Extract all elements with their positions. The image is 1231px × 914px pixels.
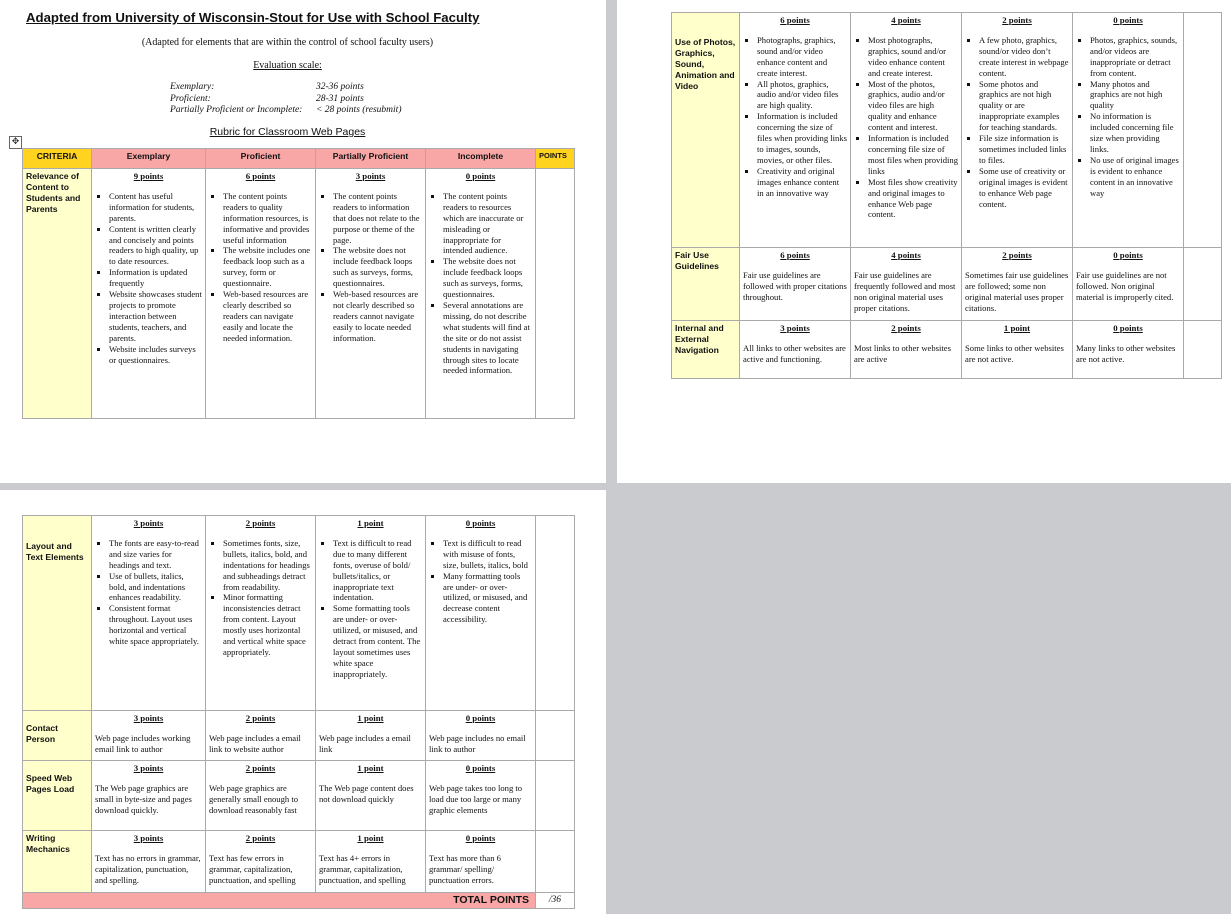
descriptor-list xyxy=(429,538,532,625)
evaluation-scale xyxy=(170,82,402,117)
descriptor-item: ▪ Several annotations are missing, do not describe what students will find at the site or do not assist students in navigating through sites to locate needed information. xyxy=(443,300,532,376)
points-cell[interactable] xyxy=(536,169,575,419)
descriptor: Text has 4+ errors in grammar, capitalization, punctuation, and spelling xyxy=(319,852,406,885)
descriptor-item: ▪ No information is included concerning file size when providing links. xyxy=(1090,111,1180,155)
rubric-table-part-3 xyxy=(22,515,575,909)
cell-proficient xyxy=(206,516,316,711)
descriptor-item: ▪ Some photos and graphics are not high quality or are inappropriate examples for teaching standards. xyxy=(979,79,1069,134)
criteria-navigation: Internal and External Navigation xyxy=(672,321,740,379)
points-label: 0 points xyxy=(1113,250,1143,260)
cell-incomplete xyxy=(426,831,536,893)
descriptor-item: ▪ Content has useful information for students, parents. xyxy=(109,191,202,224)
points-label: 2 points xyxy=(891,323,921,333)
descriptor-item: ▪ No use of original images is evident to enhance content in an innovative way xyxy=(1090,155,1180,199)
descriptor-item: ▪ Many formatting tools are under- or over-utilized, or misused, and decrease content accessibility. xyxy=(443,571,532,626)
points-label: 0 points xyxy=(1113,323,1143,333)
descriptor-item: ▪ Creativity and original images enhance content in an innovative way xyxy=(757,166,847,199)
cell-proficient xyxy=(851,321,962,379)
descriptor: Fair use guidelines are not followed. Non original material is improperly cited. xyxy=(1076,269,1174,302)
total-points-value[interactable]: /36 xyxy=(536,893,575,909)
document-title: Adapted from University of Wisconsin-Stout for Use with School Faculty xyxy=(26,10,480,25)
cell-incomplete xyxy=(1073,321,1184,379)
header-proficient: Proficient xyxy=(206,149,316,169)
descriptor-item: ▪ The website does not include feedback loops such as surveys, forms, questionnaires. xyxy=(333,245,422,289)
points-label: 4 points xyxy=(891,15,921,25)
rubric-row-writing xyxy=(23,831,575,893)
cell-proficient xyxy=(206,711,316,761)
descriptor-item: ▪ All photos, graphics, audio and/or video files are high quality. xyxy=(757,79,847,112)
descriptor: Web page includes a email link to website author xyxy=(209,732,301,754)
descriptor: Web page includes no email link to author xyxy=(429,732,526,754)
scale-range: < 28 points (resubmit) xyxy=(316,105,402,115)
evaluation-scale-label: Evaluation scale: xyxy=(253,60,322,71)
points-label: 1 point xyxy=(1003,323,1031,333)
criteria-relevance: Relevance of Content to Students and Parents xyxy=(23,169,92,419)
points-label: 6 points xyxy=(780,15,810,25)
rubric-row-fair-use xyxy=(672,248,1222,321)
points-cell[interactable] xyxy=(536,831,575,893)
cell-incomplete xyxy=(426,761,536,831)
descriptor-item: ▪ The website does not include feedback loops such as surveys, forms, questionnaires. xyxy=(443,256,532,300)
points-label: 0 points xyxy=(465,833,496,843)
descriptor-item: ▪ Most of the photos, graphics, audio and/or video files are high quality and enhance content and interest. xyxy=(868,79,958,134)
rubric-row-relevance xyxy=(23,169,575,419)
points-cell[interactable] xyxy=(536,761,575,831)
page-3 xyxy=(0,490,606,914)
descriptor-item: ▪ The website includes one feedback loop such as a survey, form or questionnaire. xyxy=(223,245,312,289)
descriptor-item: ▪ Minor formatting inconsistencies detract from content. Layout mostly uses horizontal and vertical white space appropriately. xyxy=(223,592,312,657)
descriptor: Fair use guidelines are followed with proper citations throughout. xyxy=(743,269,847,302)
cell-incomplete xyxy=(426,711,536,761)
points-cell[interactable] xyxy=(536,516,575,711)
descriptor: Web page graphics are generally small enough to download reasonably fast xyxy=(209,782,299,815)
descriptor: Some links to other websites are not active. xyxy=(965,342,1064,364)
descriptor-item: ▪ Most files show creativity and original images to enhance Web page content. xyxy=(868,177,958,221)
points-label: 0 points xyxy=(465,518,496,528)
points-label: 0 points xyxy=(465,763,496,773)
descriptor-item: ▪ Use of bullets, italics, bold, and indentations enhances readability. xyxy=(109,571,202,604)
cell-exemplary xyxy=(740,13,851,248)
points-label: 1 point xyxy=(357,763,384,773)
header-incomplete: Incomplete xyxy=(426,149,536,169)
points-label: 4 points xyxy=(891,250,921,260)
cell-exemplary xyxy=(740,248,851,321)
descriptor-list xyxy=(209,538,312,658)
header-criteria: CRITERIA xyxy=(23,149,92,169)
descriptor-item: ▪ A few photo, graphics, sound/or video don’t create interest in webpage content. xyxy=(979,35,1069,79)
header-exemplary: Exemplary xyxy=(92,149,206,169)
descriptor-item: ▪ Text is difficult to read due to many different fonts, overuse of bold/ bullets/italics, or inappropriate text indentation. xyxy=(333,538,422,603)
points-cell[interactable] xyxy=(1184,321,1222,379)
rubric-row-speed xyxy=(23,761,575,831)
rubric-row-navigation xyxy=(672,321,1222,379)
descriptor: Text has few errors in grammar, capitalization, punctuation, and spelling xyxy=(209,852,296,885)
descriptor-list xyxy=(965,35,1069,210)
descriptor-item: ▪ Photographs, graphics, sound and/or video enhance content and create interest. xyxy=(757,35,847,79)
points-label: 3 points xyxy=(355,171,386,181)
points-label: 1 point xyxy=(357,713,384,723)
cell-exemplary xyxy=(92,169,206,419)
descriptor: Text has more than 6 grammar/ spelling/ punctuation errors. xyxy=(429,852,501,885)
cell-incomplete xyxy=(1073,13,1184,248)
descriptor-item: ▪ Consistent format throughout. Layout uses horizontal and vertical white space appropriately. xyxy=(109,603,202,647)
rubric-row-contact xyxy=(23,711,575,761)
descriptor: Text has no errors in grammar, capitalization, punctuation, and spelling. xyxy=(95,852,201,885)
descriptor-item: ▪ Web-based resources are not clearly described so readers cannot navigate easily to locate needed information. xyxy=(333,289,422,344)
cell-exemplary xyxy=(92,761,206,831)
descriptor-list xyxy=(209,191,312,344)
descriptor: Many links to other websites are not active. xyxy=(1076,342,1176,364)
scale-level: Exemplary: xyxy=(170,82,215,92)
descriptor: Fair use guidelines are frequently followed and most non original material uses proper citations. xyxy=(854,269,956,313)
points-label: 9 points xyxy=(133,171,164,181)
points-label: 2 points xyxy=(245,713,276,723)
descriptor-list xyxy=(1076,35,1180,199)
scale-row xyxy=(170,94,402,106)
descriptor-item: ▪ Photos, graphics, sounds, and/or videos are inappropriate or detract from content. xyxy=(1090,35,1180,79)
descriptor-item: ▪ Some formatting tools are under- or over-utilized, or misused, and detract from content. The layout sometimes uses white space inappropriately. xyxy=(333,603,422,679)
scale-row xyxy=(170,82,402,94)
descriptor: Web page includes a email link xyxy=(319,732,411,754)
descriptor-item: ▪ The content points readers to information that does not relate to the purpose or theme of the page. xyxy=(333,191,422,246)
descriptor-item: ▪ Web-based resources are clearly described so readers can navigate easily and locate the needed information. xyxy=(223,289,312,344)
cell-partial xyxy=(962,321,1073,379)
cell-incomplete xyxy=(1073,248,1184,321)
rubric-table-part-1 xyxy=(22,148,575,419)
cell-incomplete xyxy=(426,169,536,419)
descriptor-list xyxy=(429,191,532,376)
header-row xyxy=(23,149,575,169)
descriptor-item: ▪ Some use of creativity or original images is evident to enhance Web page content. xyxy=(979,166,1069,210)
criteria-contact: Contact Person xyxy=(23,711,92,761)
descriptor-item: ▪ The content points readers to quality information resources, is informative and provides useful information xyxy=(223,191,312,246)
cell-exemplary xyxy=(92,711,206,761)
cell-proficient xyxy=(851,248,962,321)
descriptor-item: ▪ Sometimes fonts, size, bullets, italics, bold, and indentations for headings and subheadings detract from readability. xyxy=(223,538,312,593)
cell-partial xyxy=(962,248,1073,321)
cell-partial xyxy=(316,516,426,711)
descriptor: Most links to other websites are active xyxy=(854,342,951,364)
points-label: 3 points xyxy=(133,713,164,723)
cell-partial xyxy=(316,761,426,831)
cell-exemplary xyxy=(740,321,851,379)
points-label: 3 points xyxy=(133,518,164,528)
descriptor: The Web page graphics are small in byte-size and pages download quickly. xyxy=(95,782,192,815)
descriptor: The Web page content does not download quickly xyxy=(319,782,414,804)
descriptor: All links to other websites are active and functioning. xyxy=(743,342,846,364)
points-label: 0 points xyxy=(465,713,496,723)
points-cell[interactable] xyxy=(1184,13,1222,248)
cell-proficient xyxy=(851,13,962,248)
points-label: 2 points xyxy=(245,518,276,528)
points-label: 6 points xyxy=(245,171,276,181)
scale-range: 32-36 points xyxy=(316,82,364,92)
cell-proficient xyxy=(206,761,316,831)
descriptor-list xyxy=(319,191,422,344)
descriptor-item: ▪ Most photographs, graphics, sound and/or video enhance content and create interest. xyxy=(868,35,958,79)
points-label: 6 points xyxy=(780,250,810,260)
descriptor-item: ▪ Information is updated frequently xyxy=(109,267,202,289)
scale-range: 28-31 points xyxy=(316,93,364,104)
cell-partial xyxy=(962,13,1073,248)
descriptor-list xyxy=(854,35,958,220)
descriptor-item: ▪ Website includes surveys or questionnaires. xyxy=(109,344,202,366)
descriptor-item: ▪ Website showcases student projects to promote interaction between students, teachers, and parents. xyxy=(109,289,202,344)
rubric-table-part-2 xyxy=(671,12,1222,379)
points-cell[interactable] xyxy=(536,711,575,761)
cell-proficient xyxy=(206,831,316,893)
cell-proficient xyxy=(206,169,316,419)
rubric-row-media xyxy=(672,13,1222,248)
cell-exemplary xyxy=(92,831,206,893)
scale-level: Partially Proficient or Incomplete: xyxy=(170,105,303,115)
total-points-label: TOTAL POINTS xyxy=(23,893,536,909)
criteria-media: Use of Photos, Graphics, Sound, Animation and Video xyxy=(672,13,740,248)
rubric-title: Rubric for Classroom Web Pages xyxy=(209,126,366,138)
cell-partial xyxy=(316,831,426,893)
points-cell[interactable] xyxy=(1184,248,1222,321)
descriptor-list xyxy=(319,538,422,680)
descriptor: Web page takes too long to load due too large or many graphic elements xyxy=(429,782,523,815)
descriptor-list xyxy=(95,191,202,366)
points-label: 2 points xyxy=(1002,15,1032,25)
points-label: 2 points xyxy=(245,763,276,773)
descriptor-list xyxy=(743,35,847,199)
criteria-speed: Speed Web Pages Load xyxy=(23,761,92,831)
cell-exemplary xyxy=(92,516,206,711)
scale-level: Proficient: xyxy=(170,93,211,104)
descriptor: Sometimes fair use guidelines are followed; some non original material uses proper citations. xyxy=(965,269,1069,313)
points-label: 3 points xyxy=(133,763,164,773)
descriptor-item: ▪ The fonts are easy-to-read and size varies for headings and text. xyxy=(109,538,202,571)
rubric-row-layout xyxy=(23,516,575,711)
points-label: 0 points xyxy=(1113,15,1143,25)
descriptor-item: ▪ Content is written clearly and concisely and points readers to high quality, up to date resources. xyxy=(109,224,202,268)
descriptor-item: ▪ The content points readers to resources which are inaccurate or misleading or inappropriate for intended audience. xyxy=(443,191,532,256)
points-label: 0 points xyxy=(465,171,496,181)
descriptor-item: ▪ Many photos and graphics are not high quality xyxy=(1090,79,1180,112)
descriptor-item: ▪ File size information is sometimes included links to files. xyxy=(979,133,1069,166)
cell-partial xyxy=(316,169,426,419)
points-label: 2 points xyxy=(1002,250,1032,260)
descriptor-list xyxy=(95,538,202,647)
points-label: 3 points xyxy=(133,833,164,843)
descriptor-item: ▪ Information is included concerning file size of most files when providing links xyxy=(868,133,958,177)
points-label: 1 point xyxy=(357,518,384,528)
descriptor-item: ▪ Text is difficult to read with misuse of fonts, size, bullets, italics, bold xyxy=(443,538,532,571)
document-subtitle: (Adapted for elements that are within the control of school faculty users) xyxy=(141,37,434,48)
cell-incomplete xyxy=(426,516,536,711)
criteria-fair-use: Fair Use Guidelines xyxy=(672,248,740,321)
header-points: POINTS xyxy=(536,149,575,169)
page-1 xyxy=(0,0,606,483)
table-move-handle-icon[interactable]: ✥ xyxy=(9,136,22,149)
points-label: 3 points xyxy=(780,323,810,333)
points-label: 1 point xyxy=(357,833,384,843)
descriptor: Web page includes working email link to author xyxy=(95,732,191,754)
scale-row xyxy=(170,105,402,117)
total-row xyxy=(23,893,575,909)
page-2 xyxy=(617,0,1231,483)
descriptor-item: ▪ Information is included concerning the size of files when providing links to images, sounds, movies, or other files. xyxy=(757,111,847,166)
criteria-writing: Writing Mechanics xyxy=(23,831,92,893)
cell-partial xyxy=(316,711,426,761)
header-partially-proficient: Partially Proficient xyxy=(316,149,426,169)
criteria-layout: Layout and Text Elements xyxy=(23,516,92,711)
points-label: 2 points xyxy=(245,833,276,843)
